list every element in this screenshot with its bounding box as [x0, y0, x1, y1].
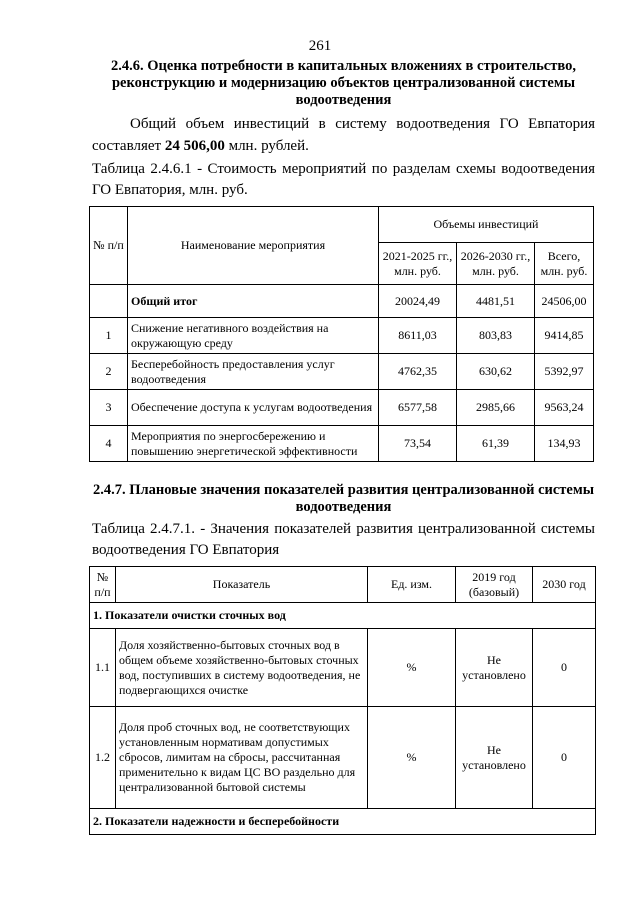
row-value-2021-2025: 4762,35 — [379, 354, 457, 390]
row-num: 4 — [90, 426, 128, 462]
section-heading-2-4-7: 2.4.7. Плановые значения показателей развития централизованной системы водоотведения — [92, 482, 595, 515]
row-value-2019: Не установлено — [456, 707, 533, 809]
row-name: Бесперебойность предоставления услуг водоотведения — [128, 354, 379, 390]
header-indicator: Показатель — [116, 567, 368, 603]
table-row — [90, 629, 596, 707]
row-value-2021-2025: 6577,58 — [379, 390, 457, 426]
group-heading-reliability: 2. Показатели надежности и бесперебойности — [90, 809, 596, 835]
header-2030: 2030 год — [533, 567, 596, 603]
row-value-2021-2025: 8611,03 — [379, 318, 457, 354]
table-row — [90, 354, 594, 390]
section-heading-2-4-6: 2.4.6. Оценка потребности в капитальных вложениях в строительство, реконструкцию и модернизацию объектов централизованной системы водоотведения — [111, 58, 576, 108]
row-value-2026-2030: 803,83 — [457, 318, 535, 354]
row-indicator: Доля хозяйственно-бытовых сточных вод в общем объеме хозяйственно-бытовых сточных вод, поступивших в систему водоотведения, не подвергающихся очистке — [116, 629, 368, 707]
row-value-2026-2030: 2985,66 — [457, 390, 535, 426]
row-value-total: 9563,24 — [535, 390, 594, 426]
row-indicator: Доля проб сточных вод, не соответствующих установленным нормативам допустимых сбросов, лимитам на сбросы, рассчитанная применительно к видам ЦС ВО раздельно для централизованной бытовой системы — [116, 707, 368, 809]
header-2021-2025: 2021-2025 гг., млн. руб. — [379, 243, 457, 285]
table-row — [90, 707, 596, 809]
header-2026-2030: 2026-2030 гг., млн. руб. — [457, 243, 535, 285]
paragraph-text-start: Общий объем инвестиций в систему водоотведения ГО Евпатория составляет — [92, 116, 595, 154]
row-num: 1.1 — [90, 629, 116, 707]
row-value-2030: 0 — [533, 629, 596, 707]
investment-total: 24 506,00 — [164, 138, 225, 154]
row-unit: % — [368, 707, 456, 809]
row-value-total: 24506,00 — [535, 285, 594, 318]
row-value-2021-2025: 20024,49 — [379, 285, 457, 318]
paragraph-text-end: млн. рублей. — [224, 138, 309, 154]
indicators-table — [89, 566, 596, 835]
row-name: Общий итог — [128, 285, 379, 318]
table2-caption: Таблица 2.4.7.1. - Значения показателей развития централизованной системы водоотведения ГО Евпатория — [92, 521, 595, 558]
row-name: Снижение негативного воздействия на окружающую среду — [128, 318, 379, 354]
row-value-total: 5392,97 — [535, 354, 594, 390]
header-investment-volume: Объемы инвестиций — [379, 207, 594, 243]
table1-caption: Таблица 2.4.6.1 - Стоимость мероприятий по разделам схемы водоотведения ГО Евпатория, млн. руб. — [92, 161, 595, 198]
row-value-total: 134,93 — [535, 426, 594, 462]
table-row-total — [90, 285, 594, 318]
header-num: № п/п — [90, 207, 128, 285]
header-num: № п/п — [90, 567, 116, 603]
row-value-2030: 0 — [533, 707, 596, 809]
row-num — [90, 285, 128, 318]
group-heading-cleaning: 1. Показатели очистки сточных вод — [90, 603, 596, 629]
table-row — [90, 318, 594, 354]
header-total: Всего, млн. руб. — [535, 243, 594, 285]
row-num: 1.2 — [90, 707, 116, 809]
row-num: 2 — [90, 354, 128, 390]
row-name: Обеспечение доступа к услугам водоотведения — [128, 390, 379, 426]
table-group-row — [90, 603, 596, 629]
investment-paragraph — [92, 113, 595, 157]
row-num: 1 — [90, 318, 128, 354]
investment-table — [89, 206, 594, 462]
row-unit: % — [368, 629, 456, 707]
row-value-2026-2030: 61,39 — [457, 426, 535, 462]
row-value-2021-2025: 73,54 — [379, 426, 457, 462]
header-name: Наименование мероприятия — [128, 207, 379, 285]
row-value-2026-2030: 4481,51 — [457, 285, 535, 318]
table-row — [90, 426, 594, 462]
row-value-total: 9414,85 — [535, 318, 594, 354]
header-2019: 2019 год (базовый) — [456, 567, 533, 603]
row-value-2026-2030: 630,62 — [457, 354, 535, 390]
header-unit: Ед. изм. — [368, 567, 456, 603]
table-group-row — [90, 809, 596, 835]
row-name: Мероприятия по энергосбережению и повышению энергетической эффективности — [128, 426, 379, 462]
table-row — [90, 390, 594, 426]
row-value-2019: Не установлено — [456, 629, 533, 707]
row-num: 3 — [90, 390, 128, 426]
page-number: 261 — [308, 38, 332, 54]
